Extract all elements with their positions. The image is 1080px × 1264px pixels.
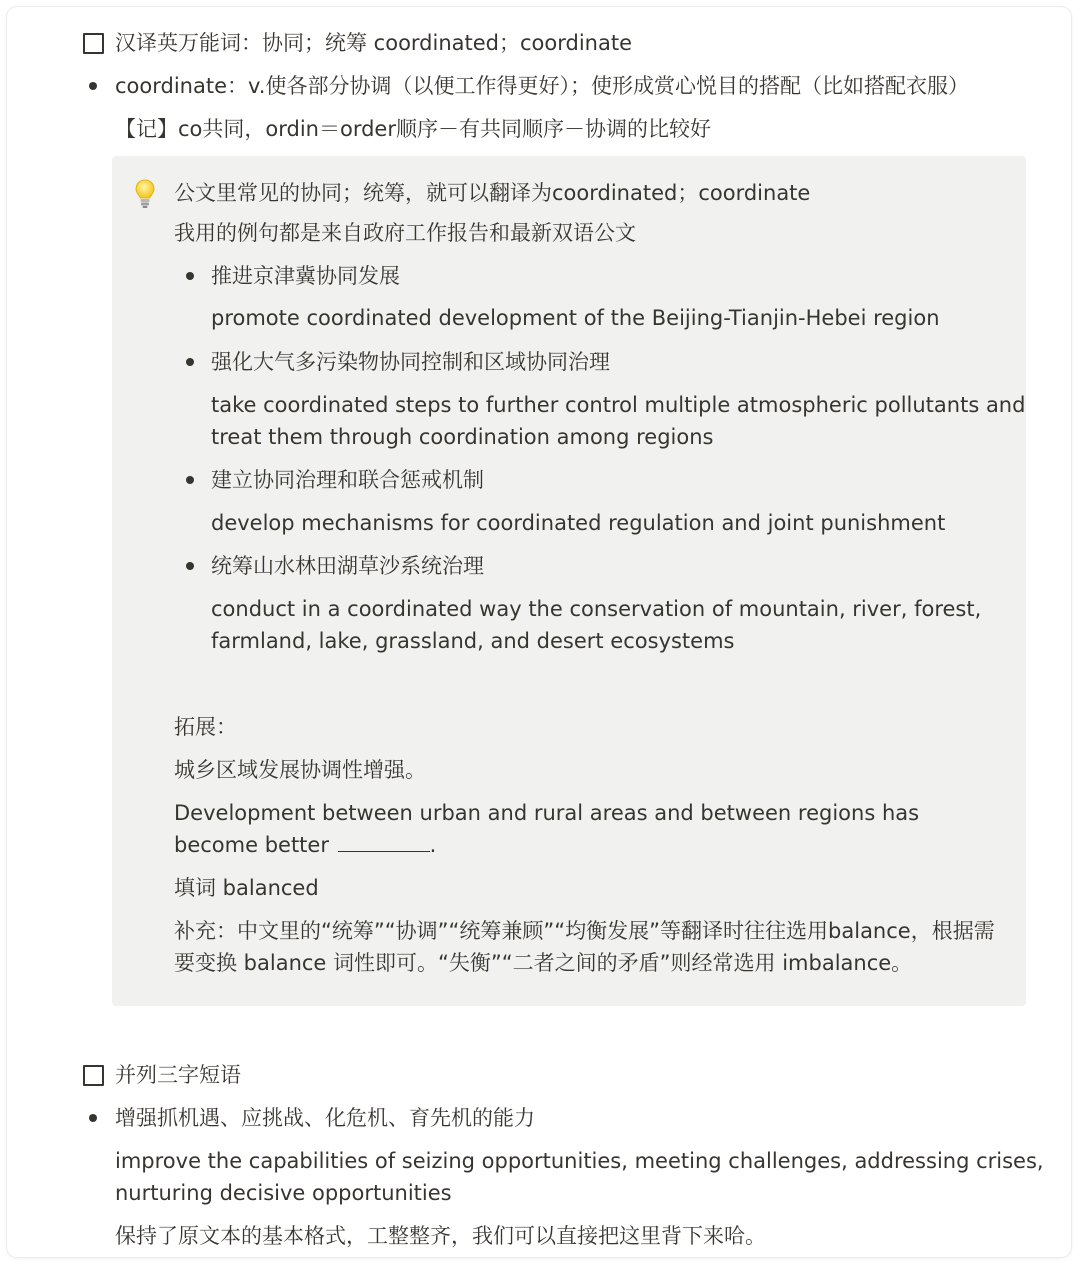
example-en: treat them through coordination among regions bbox=[211, 425, 714, 449]
bullet-dot bbox=[186, 562, 194, 570]
definition-text: coordinate：v.使各部分协调（以便工作得更好）；使形成赏心悦目的搭配（比如搭配衣服） bbox=[115, 74, 969, 98]
fill-answer: 填词 balanced bbox=[174, 876, 319, 900]
example-en: promote coordinated development of the Beijing-Tianjin-Hebei region bbox=[211, 306, 940, 330]
example-en: develop mechanisms for coordinated regulation and joint punishment bbox=[211, 511, 946, 535]
fill-blank bbox=[338, 833, 430, 852]
closing-note: 保持了原文本的基本格式，工整整齐，我们可以直接把这里背下来哈。 bbox=[115, 1224, 766, 1248]
callout-intro-line2: 我用的例句都是来自政府工作报告和最新双语公文 bbox=[174, 221, 636, 245]
bullet-dot bbox=[186, 358, 194, 366]
bullet-dot bbox=[89, 1114, 97, 1122]
example-zh: 强化大气多污染物协同控制和区域协同治理 bbox=[211, 350, 610, 374]
phrase-zh: 增强抓机遇、应挑战、化危机、育先机的能力 bbox=[115, 1106, 535, 1130]
example-zh: 建立协同治理和联合惩戒机制 bbox=[211, 468, 484, 492]
extension-en-line2 bbox=[174, 829, 436, 861]
extension-en-line1: Development between urban and rural areas and between regions has bbox=[174, 801, 920, 825]
example-zh: 推进京津冀协同发展 bbox=[211, 264, 400, 288]
extension-zh: 城乡区域发展协调性增强。 bbox=[174, 758, 426, 782]
example-en: take coordinated steps to further control multiple atmospheric pollutants and bbox=[211, 393, 1026, 417]
todo-title-2: 并列三字短语 bbox=[115, 1063, 241, 1087]
todo-checkbox-1[interactable] bbox=[83, 33, 104, 54]
example-zh: 统筹山水林田湖草沙系统治理 bbox=[211, 554, 484, 578]
bullet-dot bbox=[89, 82, 97, 90]
extension-en-period: . bbox=[429, 833, 437, 857]
extension-label: 拓展： bbox=[174, 715, 237, 739]
supplement-line1: 补充：中文里的“统筹”“协调”“统筹兼顾”“均衡发展”等翻译时往往选用balance，根据需 bbox=[174, 919, 995, 943]
callout-intro-line1: 公文里常见的协同；统筹，就可以翻译为coordinated；coordinate bbox=[174, 181, 811, 205]
todo-title-1: 汉译英万能词：协同；统筹 coordinated；coordinate bbox=[115, 31, 633, 55]
bullet-dot bbox=[186, 476, 194, 484]
bullet-dot bbox=[186, 272, 194, 280]
lightbulb-icon bbox=[133, 178, 157, 210]
phrase-en-line2: nurturing decisive opportunities bbox=[115, 1181, 452, 1205]
example-en: farmland, lake, grassland, and desert ecosystems bbox=[211, 629, 735, 653]
supplement-line2: 要变换 balance 词性即可。“失衡”“二者之间的矛盾”则经常选用 imbalance。 bbox=[174, 951, 913, 975]
example-en: conduct in a coordinated way the conservation of mountain, river, forest, bbox=[211, 597, 982, 621]
extension-en-text: become better bbox=[174, 833, 329, 857]
memo-text: 【记】co共同，ordin＝order顺序－有共同顺序－协调的比较好 bbox=[115, 117, 711, 141]
todo-checkbox-2[interactable] bbox=[83, 1065, 104, 1086]
phrase-en-line1: improve the capabilities of seizing opportunities, meeting challenges, addressing crises, bbox=[115, 1149, 1044, 1173]
